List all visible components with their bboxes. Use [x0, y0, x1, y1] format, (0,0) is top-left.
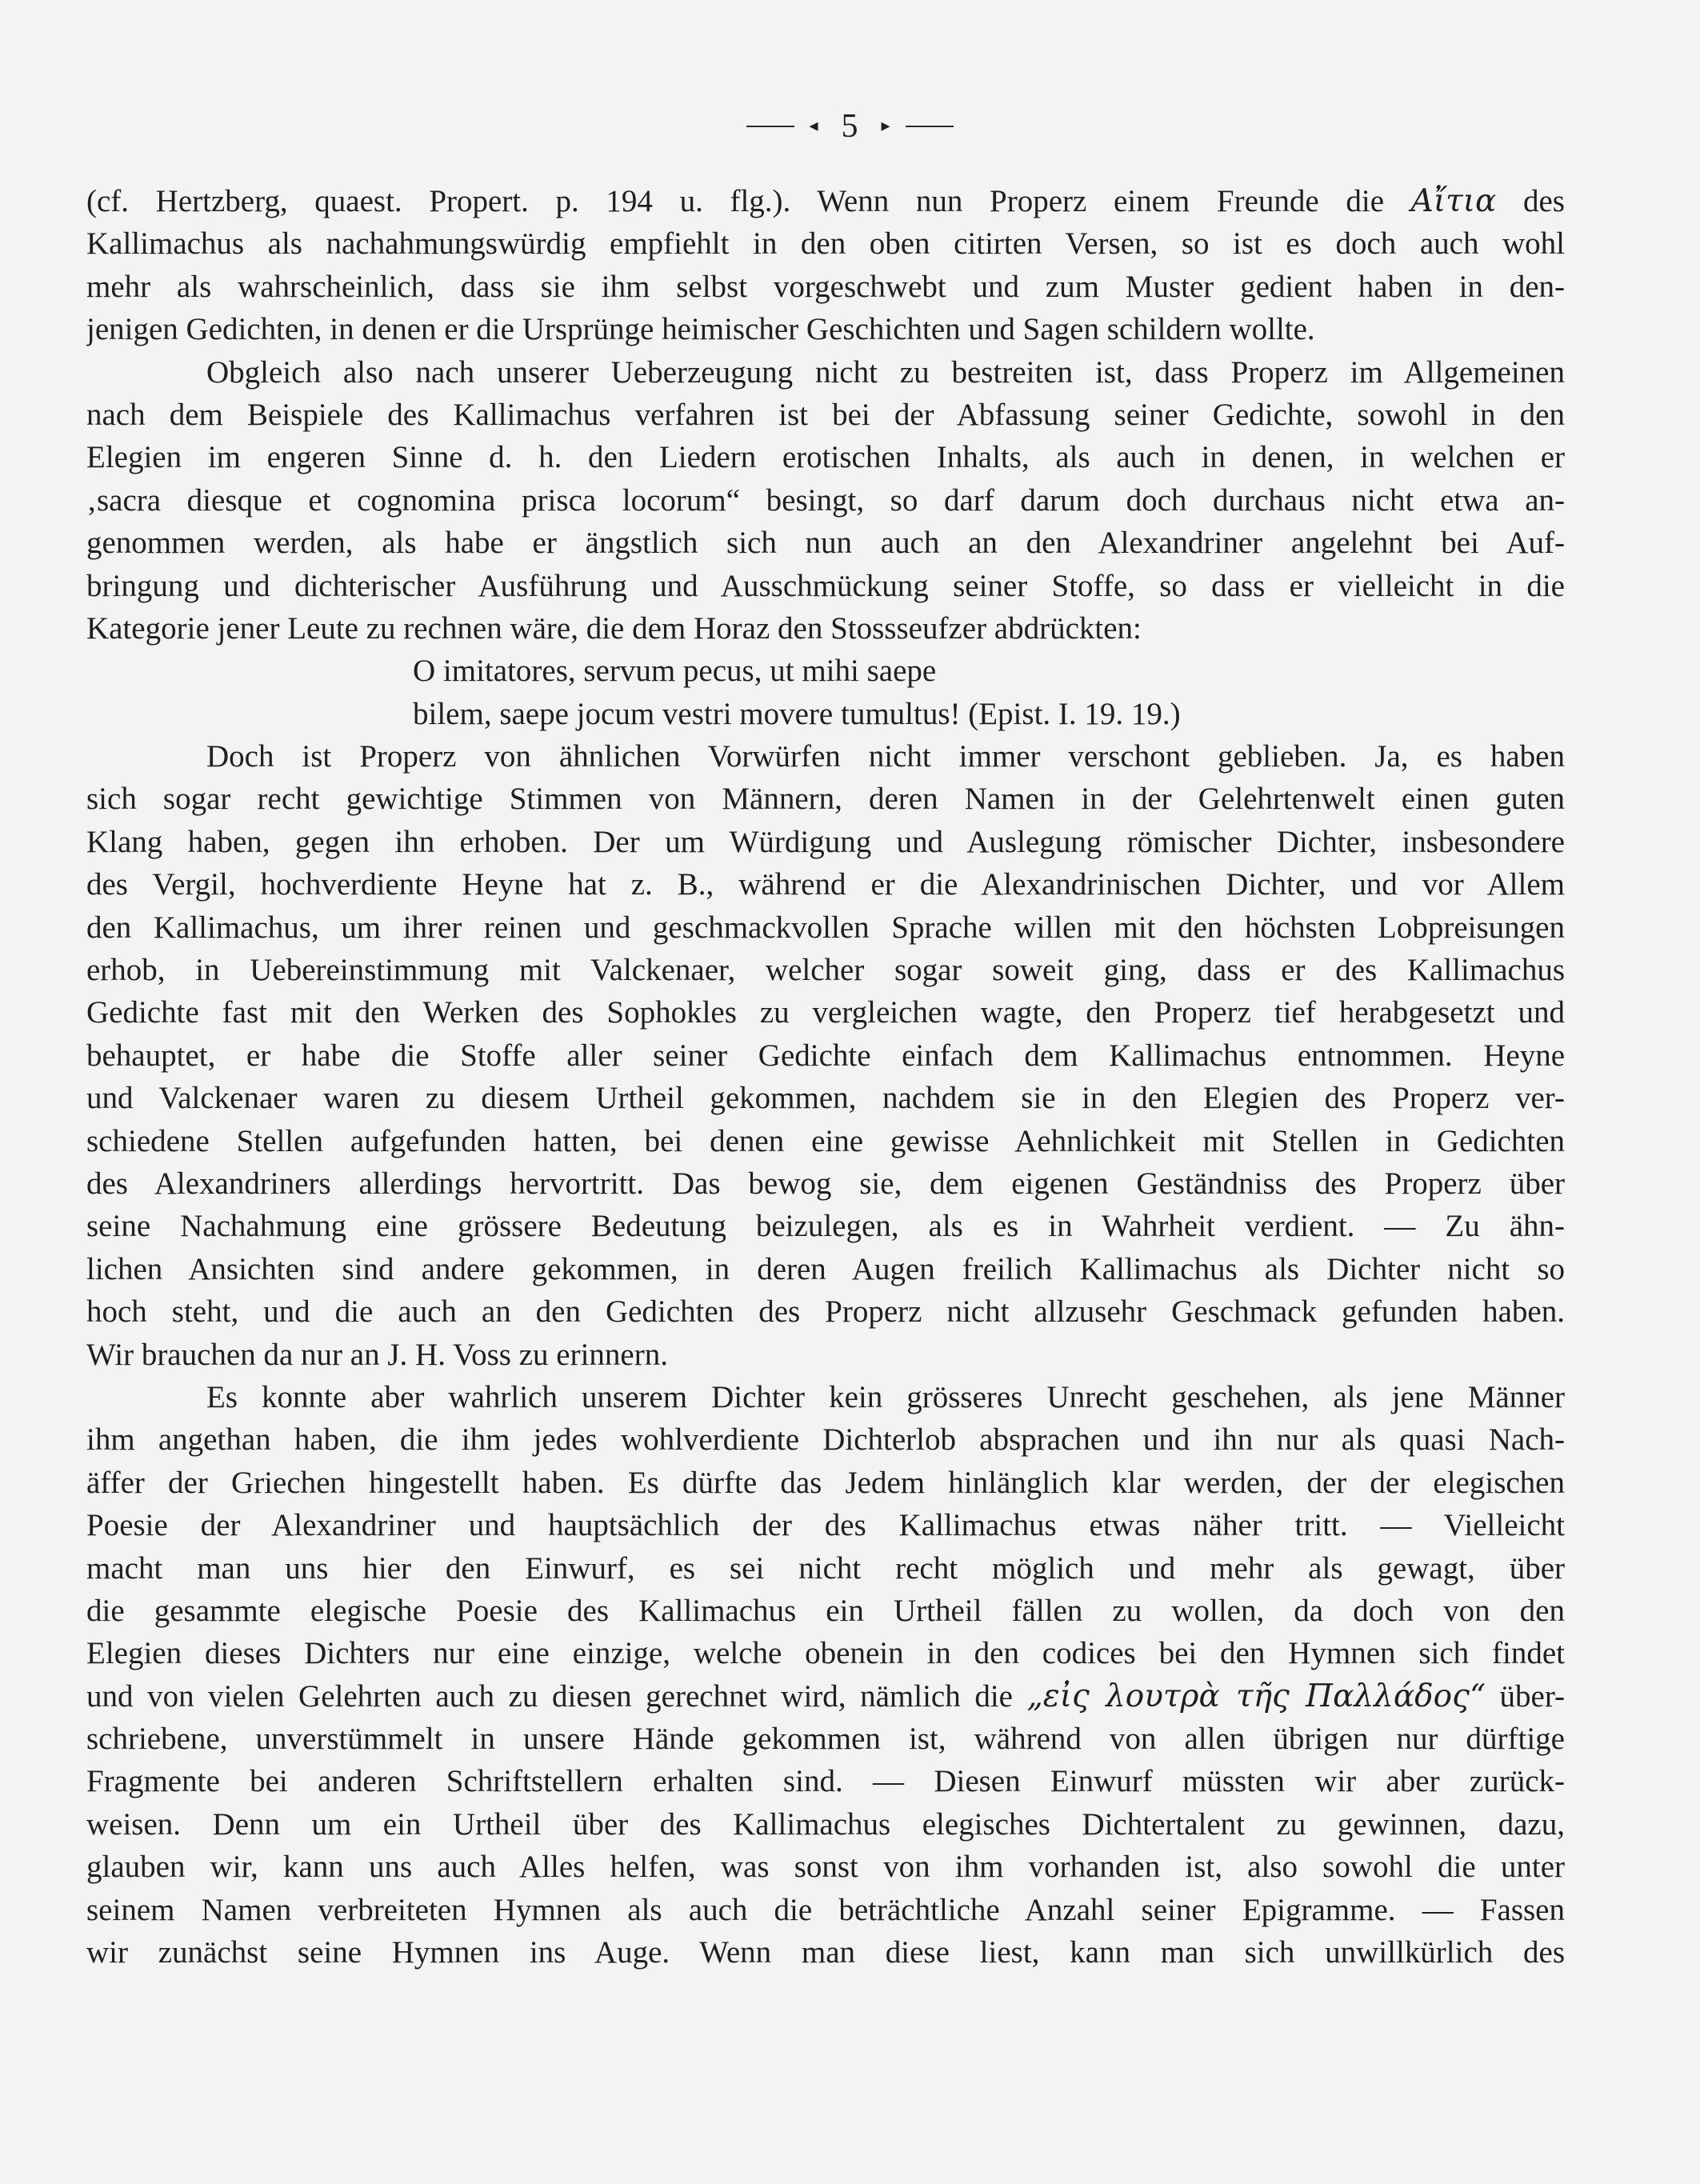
text-line: schriebene, unverstümmelt in unsere Hände gekommen ist, während von allen übrigen nur dürftige [86, 1722, 1565, 1757]
text-line: Kategorie jener Leute zu rechnen wäre, die dem Horaz den Stossseufzer abdrückten: [86, 610, 1142, 646]
text-line: Kallimachus als nachahmungswürdig empfiehlt in den oben citirten Versen, so ist es doch auch wohl [86, 226, 1565, 262]
text-line: weisen. Denn um ein Urtheil über des Kallimachus elegisches Dichtertalent zu gewinnen, dazu, [86, 1806, 1565, 1842]
text-line: des Alexandriners allerdings hervortritt. Das bewog sie, dem eigenen Geständniss des Properz über [86, 1166, 1565, 1201]
right-rule [906, 126, 954, 127]
paragraph-start-line: Doch ist Properz von ähnlichen Vorwürfen nicht immer verschont geblieben. Ja, es haben [206, 739, 1565, 774]
text-line: macht man uns hier den Einwurf, es sei nicht recht möglich und mehr als gewagt, über [86, 1550, 1565, 1586]
text-line: die gesammte elegische Poesie des Kallimachus ein Urtheil fällen zu wollen, da doch von den [86, 1593, 1565, 1628]
quote-line: O imitatores, servum pecus, ut mihi saepe [413, 654, 937, 689]
text-line: Poesie der Alexandriner und hauptsächlich der des Kallimachus etwas näher tritt. — Vielleicht [86, 1508, 1565, 1543]
text-line: mehr als wahrscheinlich, dass sie ihm selbst vorgeschwebt und zum Muster gedient haben in den- [86, 269, 1565, 304]
text-line: hoch steht, und die auch an den Gedichten des Properz nicht allzusehr Geschmack gefunden haben. [86, 1294, 1565, 1330]
text-segment: des [1523, 184, 1565, 218]
text-line: Elegien dieses Dichters nur eine einzige, welche obenein in den codices bei den Hymnen sich findet [86, 1636, 1565, 1671]
text-line: glauben wir, kann uns auch Alles helfen, was sonst von ihm vorhanden ist, also sowohl die unter [86, 1850, 1565, 1885]
text-line: erhob, in Uebereinstimmung mit Valckenaer, welcher sogar soweit ging, dass er des Kallimachus [86, 953, 1565, 988]
text-line: sich sogar recht gewichtige Stimmen von Männern, deren Namen in der Gelehrtenwelt einen guten [86, 782, 1565, 817]
text-line: jenigen Gedichten, in denen er die Ursprünge heimischer Geschichten und Sagen schildern wollte. [86, 312, 1315, 347]
text-line: genommen werden, als habe er ängstlich sich nun auch an den Alexandriner angelehnt bei Auf- [86, 526, 1565, 561]
text-line: schiedene Stellen aufgefunden hatten, bei denen eine gewisse Aehnlichkeit mit Stellen in Gedichten [86, 1123, 1565, 1158]
text-segment: (cf. Hertzberg, quaest. Propert. p. 194 u. flg.). Wenn nun Properz einem Freunde die [86, 184, 1385, 218]
text-segment: über- [1499, 1678, 1565, 1714]
text-line: ihm angethan haben, die ihm jedes wohlverdiente Dichterlob absprachen und ihn nur als quasi Nach- [86, 1422, 1565, 1458]
text-line: Klang haben, gegen ihn erhoben. Der um Würdigung und Auslegung römischer Dichter, insbesondere [86, 824, 1565, 859]
paragraph-start-line: Obgleich also nach unserer Ueberzeugung nicht zu bestreiten ist, dass Properz im Allgemeinen [206, 354, 1565, 390]
text-line: Fragmente bei anderen Schriftstellern erhalten sind. — Diesen Einwurf müssten wir aber zurück- [86, 1764, 1565, 1799]
text-line [86, 180, 1565, 222]
left-rule [746, 126, 794, 127]
page-header [0, 102, 1700, 150]
text-line: äffer der Griechen hingestellt haben. Es dürfte das Jedem hinlänglich klar werden, der der elegischen [86, 1465, 1565, 1500]
text-line: den Kallimachus, um ihrer reinen und geschmackvollen Sprache willen mit den höchsten Lobpreisungen [86, 910, 1565, 945]
text-line [86, 1675, 1565, 1718]
text-line: und Valckenaer waren zu diesem Urtheil gekommen, nachdem sie in den Elegien des Properz ver- [86, 1081, 1565, 1116]
left-arrow-icon: ◂ [809, 115, 819, 135]
text-line: ‚sacra diesque et cognomina prisca locorum“ besingt, so darf darum doch durchaus nicht etwa an- [86, 482, 1565, 518]
text-line: des Vergil, hochverdiente Heyne hat z. B., während er die Alexandrinischen Dichter, und vor Allem [86, 867, 1565, 902]
text-line: bringung und dichterischer Ausführung und Ausschmückung seiner Stoffe, so dass er vielleicht in die [86, 568, 1565, 603]
text-line: Gedichte fast mit den Werken des Sophokles zu vergleichen wagte, den Properz tief herabgesetzt und [86, 995, 1565, 1030]
right-arrow-icon: ▸ [881, 115, 891, 135]
text-line: seine Nachahmung eine grössere Bedeutung beizulegen, als es in Wahrheit verdient. — Zu ähn- [86, 1209, 1565, 1244]
quote-line: bilem, saepe jocum vestri movere tumultus! (Epist. I. 19. 19.) [413, 696, 1181, 731]
greek-term: Αἴτια [1410, 183, 1497, 219]
text-line: behauptet, er habe die Stoffe aller seiner Gedichte einfach dem Kallimachus entnommen. Heyne [86, 1038, 1565, 1073]
text-line: Elegien im engeren Sinne d. h. den Liedern erotischen Inhalts, als auch in denen, in welchen er [86, 440, 1565, 475]
text-line: wir zunächst seine Hymnen ins Auge. Wenn man diese liest, kann man sich unwillkürlich des [86, 1935, 1565, 1970]
greek-title: „εἰς λουτρὰ τῆς Παλλάδος“ [1026, 1678, 1486, 1714]
text-line: lichen Ansichten sind andere gekommen, in deren Augen freilich Kallimachus als Dichter nicht so [86, 1251, 1565, 1286]
body-text [86, 180, 1565, 1974]
text-segment: und von vielen Gelehrten auch zu diesen gerechnet wird, nämlich die [86, 1678, 1013, 1714]
paragraph-start-line: Es konnte aber wahrlich unserem Dichter kein grösseres Unrecht geschehen, als jene Männer [206, 1379, 1565, 1414]
text-line: nach dem Beispiele des Kallimachus verfahren ist bei der Abfassung seiner Gedichte, sowohl in den [86, 397, 1565, 432]
text-line: seinem Namen verbreiteten Hymnen als auch die beträchtliche Anzahl seiner Epigramme. — Fassen [86, 1892, 1565, 1927]
text-line: Wir brauchen da nur an J. H. Voss zu erinnern. [86, 1337, 668, 1372]
page-number: 5 [841, 108, 859, 145]
